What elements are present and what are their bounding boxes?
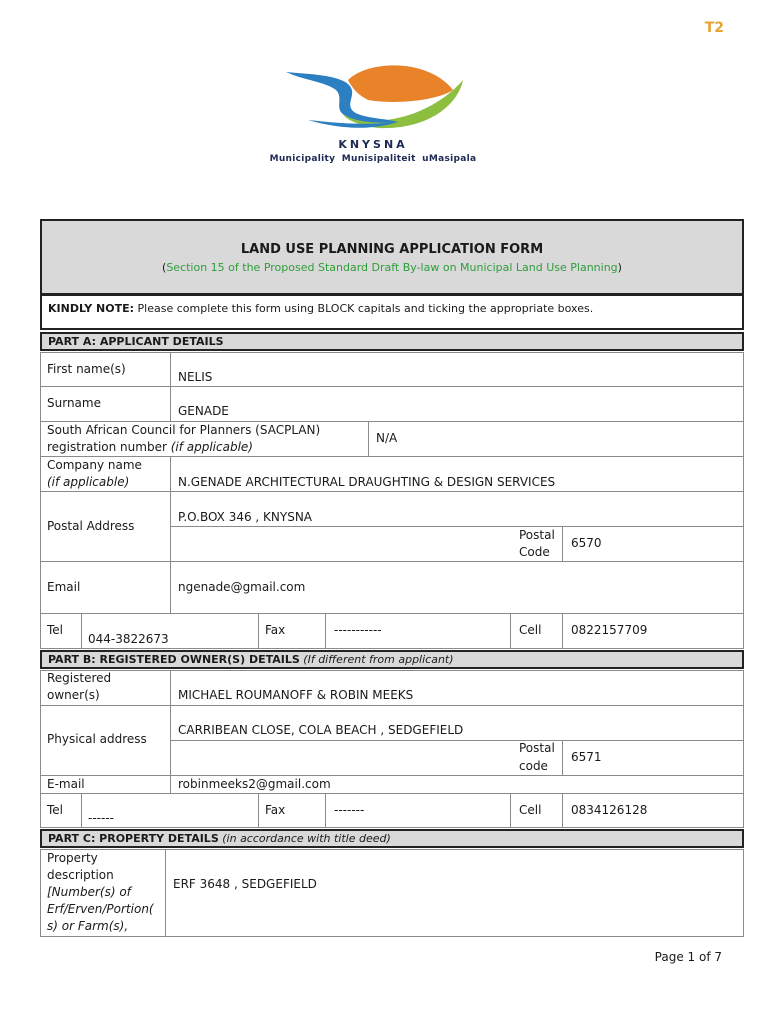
property-field[interactable]	[165, 849, 744, 937]
owner-tel-value: ------	[88, 811, 114, 825]
owner-label-2: owner(s)	[47, 688, 100, 702]
tel-label: Tel	[47, 623, 64, 637]
page-number: Page 1 of 7	[654, 950, 722, 964]
physical-label: Physical address	[47, 732, 147, 746]
owner-cell-value: 0834126128	[571, 803, 648, 817]
owner-email-label: E-mail	[47, 777, 85, 791]
note-text: Please complete this form using BLOCK capitals and ticking the appropriate boxes.	[134, 302, 594, 315]
sacplan-label-italic: (if applicable)	[170, 440, 253, 454]
note-label: KINDLY NOTE:	[48, 302, 135, 315]
owner-cell-label: Cell	[519, 803, 542, 817]
owner-label-1: Registered	[47, 671, 112, 685]
logo-subtitle: Municipality Munisipaliteit uMasipala	[269, 154, 477, 164]
owner-fax-label: Fax	[265, 803, 286, 817]
subtitle-text: Section 15 of the Proposed Standard Draft By-law on Municipal Land Use Planning	[166, 261, 618, 274]
sacplan-label-text: registration number	[47, 440, 171, 454]
owner-tel-label: Tel	[47, 803, 64, 817]
knysna-emblem-icon	[248, 60, 498, 140]
first-name-field[interactable]	[170, 352, 744, 387]
part-c-title: PART C: PROPERTY DETAILS	[48, 832, 219, 845]
surname-label: Surname	[47, 396, 101, 410]
document-code: T2	[704, 20, 724, 36]
part-b-title-italic: (If different from applicant)	[299, 653, 454, 666]
property-label-5: s) or Farm(s),	[47, 919, 129, 933]
property-label-3: [Number(s) of	[47, 885, 131, 899]
owner-postal-code-label-2: code	[519, 759, 548, 773]
cell-value: 0822157709	[571, 623, 648, 637]
company-label: Company name	[47, 458, 142, 472]
part-a-title: PART A: APPLICANT DETAILS	[48, 335, 224, 348]
email-label: Email	[47, 580, 81, 594]
part-c-header	[40, 829, 744, 848]
subtitle-open-paren: (	[162, 261, 167, 274]
subtitle-close-paren: )	[617, 261, 622, 274]
owner-email-value: robinmeeks2@gmail.com	[178, 777, 331, 791]
postal-value: P.O.BOX 346 , KNYSNA	[178, 510, 313, 524]
first-name-label: First name(s)	[47, 362, 126, 376]
property-label-1: Property	[47, 851, 98, 865]
postal-label: Postal Address	[47, 519, 135, 533]
physical-value: CARRIBEAN CLOSE, COLA BEACH , SEDGEFIELD	[178, 723, 464, 737]
owner-fax-value: -------	[334, 803, 365, 817]
tel-value: 044-3822673	[88, 632, 169, 646]
property-value: ERF 3648 , SEDGEFIELD	[173, 877, 317, 891]
owner-postal-code-label-1: Postal	[519, 741, 555, 755]
owner-postal-code-value: 6571	[571, 750, 602, 764]
part-c-title-italic: (in accordance with title deed)	[218, 832, 391, 845]
sacplan-field[interactable]	[368, 421, 744, 457]
physical-line2-field[interactable]	[170, 740, 563, 776]
form-subtitle	[42, 261, 742, 274]
part-b-title: PART B: REGISTERED OWNER(S) DETAILS	[48, 653, 300, 666]
surname-field[interactable]	[170, 386, 744, 422]
fax-value: -----------	[334, 623, 382, 637]
email-value: ngenade@gmail.com	[178, 580, 306, 594]
postal-line2-field[interactable]	[170, 526, 563, 562]
company-label-italic: (if applicable)	[47, 475, 130, 489]
kindly-note	[40, 294, 744, 330]
sacplan-label-line1: South African Council for Planners (SACPLAN)	[47, 423, 321, 437]
postal-code-label-2: Code	[519, 545, 550, 559]
part-a-header	[40, 332, 744, 351]
property-label-4: Erf/Erven/Portion(	[47, 902, 154, 916]
part-b-header	[40, 650, 744, 669]
form-title: LAND USE PLANNING APPLICATION FORM	[240, 242, 544, 257]
surname-value: GENADE	[178, 404, 229, 418]
sacplan-value: N/A	[376, 431, 398, 445]
postal-code-label-1: Postal	[519, 528, 555, 542]
property-label-2: description	[47, 868, 114, 882]
first-name-value: NELIS	[178, 370, 213, 384]
fax-label: Fax	[265, 623, 286, 637]
cell-label: Cell	[519, 623, 542, 637]
owner-value: MICHAEL ROUMANOFF & ROBIN MEEKS	[178, 688, 414, 702]
form-title-block	[40, 219, 744, 295]
company-value: N.GENADE ARCHITECTURAL DRAUGHTING & DESIGN SERVICES	[178, 475, 556, 489]
postal-code-value: 6570	[571, 536, 602, 550]
sacplan-label-line2	[47, 439, 253, 456]
knysna-logo	[248, 60, 498, 170]
logo-name: KNYSNA	[338, 138, 408, 151]
